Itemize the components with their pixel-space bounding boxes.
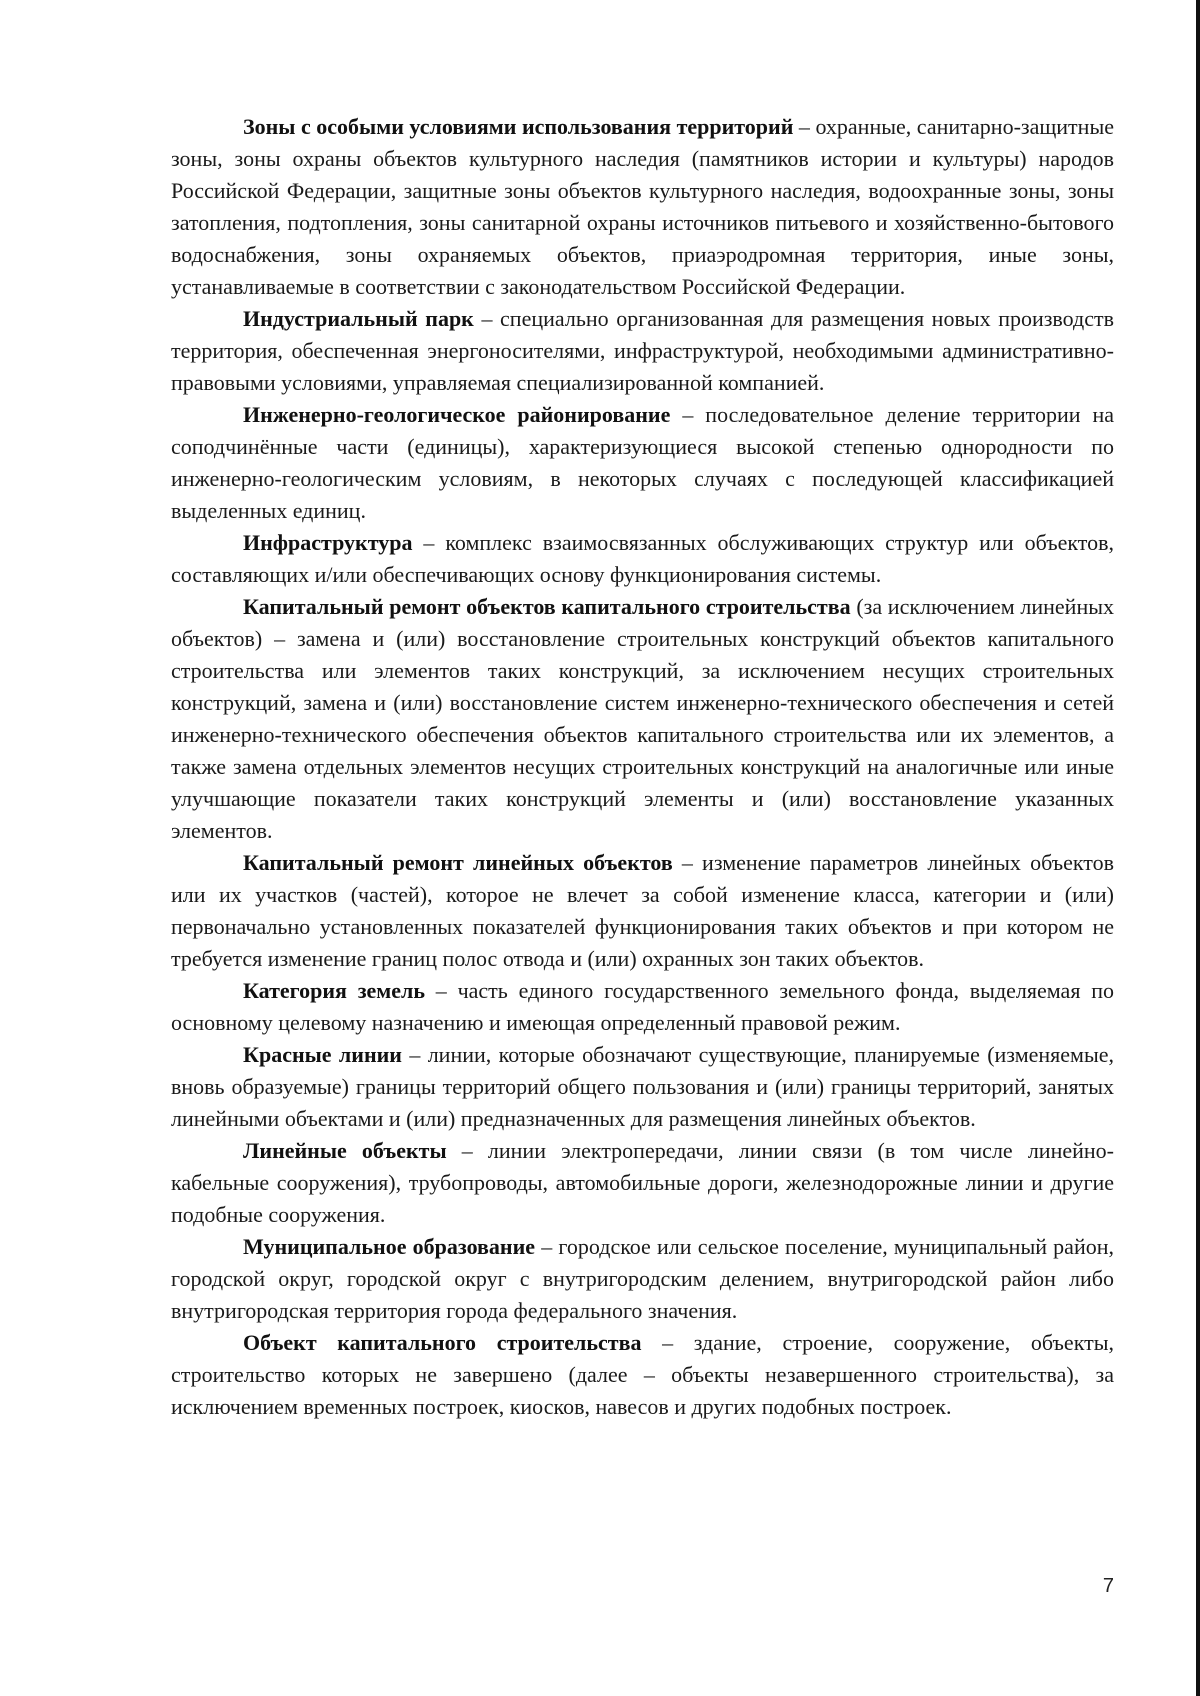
glossary-entry [171, 1039, 1114, 1135]
page-number: 7 [1102, 1575, 1114, 1597]
glossary-entry [171, 399, 1114, 527]
glossary-entry [171, 303, 1114, 399]
glossary-entry [171, 111, 1114, 303]
glossary-term: Капитальный ремонт линейных объектов [243, 850, 673, 875]
glossary-term: Капитальный ремонт объектов капитального строительства [243, 594, 851, 619]
glossary-definition: – часть единого государственного земельного фонда, выделяемая по основному целевому назначению и имеющая определенный правовой режим. [171, 978, 1114, 1035]
glossary-definition: – охранные, санитарно-защитные зоны, зоны охраны объектов культурного наследия (памятников истории и культуры) народов Российской Федерации, защитные зоны объектов культурного наследия, водоохранные зоны, зоны затопления, подтопления, зоны санитарной охраны источников питьевого и хозяйственно-бытового водоснабжения, зоны охраняемых объектов, приаэродромная территория, иные зоны, устанавливаемые в соответствии с законодательством Российской Федерации. [171, 114, 1114, 299]
glossary-definition: – линии, которые обозначают существующие, планируемые (изменяемые, вновь образуемые) границы территорий общего пользования и (или) границы территорий, занятых линейными объектами и (или) предназначенных для размещения линейных объектов. [171, 1042, 1115, 1131]
glossary-definition: – изменение параметров линейных объектов или их участков (частей), которое не влечет за собой изменение класса, категории и (или) первоначально установленных показателей функционирования таких объектов и при котором не требуется изменение границ полос отвода и (или) охранных зон таких объектов. [171, 850, 1114, 971]
page-edge-divider [1196, 0, 1200, 1696]
glossary-entry [171, 975, 1114, 1039]
glossary-definition: (за исключением линейных объектов) – замена и (или) восстановление строительных конструкций объектов капитального строительства или элементов таких конструкций, за исключением несущих строительных конструкций, замена и (или) восстановление систем инженерно-технического обеспечения и сетей инженерно-технического обеспечения объектов капитального строительства или их элементов, а также замена отдельных элементов несущих строительных конструкций на аналогичные или иные улучшающие показатели таких конструкций элементы и (или) восстановление указанных элементов. [171, 594, 1115, 843]
glossary-entry [171, 847, 1114, 975]
glossary-definition: – линии электропередачи, линии связи (в том числе линейно-кабельные сооружения), трубопроводы, автомобильные дороги, железнодорожные линии и другие подобные сооружения. [171, 1138, 1114, 1227]
glossary-definition: – специально организованная для размещения новых производств территория, обеспеченная энергоносителями, инфраструктурой, необходимыми административно-правовыми условиями, управляемая специализированной компанией. [171, 306, 1114, 395]
glossary-term: Категория земель [243, 978, 426, 1003]
glossary-term: Красные линии [243, 1042, 402, 1067]
glossary-term: Объект капитального строительства [243, 1330, 642, 1355]
glossary-term: Муниципальное образование [243, 1234, 536, 1259]
glossary-term: Зоны с особыми условиями использования территорий [243, 114, 794, 139]
glossary-entry [171, 1135, 1114, 1231]
glossary-entry [171, 591, 1114, 847]
glossary-content [171, 111, 1114, 1423]
glossary-term: Инфраструктура [243, 530, 413, 555]
glossary-entry [171, 527, 1114, 591]
glossary-term: Инженерно-геологическое районирование [243, 402, 671, 427]
glossary-definition: – последовательное деление территории на соподчинённые части (единицы), характеризующиеся высокой степенью однородности по инженерно-геологическим условиям, в некоторых случаях с последующей классификацией выделенных единиц. [171, 402, 1114, 523]
glossary-definition: – здание, строение, сооружение, объекты, строительство которых не завершено (далее – объекты незавершенного строительства), за исключением временных построек, киосков, навесов и других подобных построек. [171, 1330, 1114, 1419]
glossary-definition: – комплекс взаимосвязанных обслуживающих структур или объектов, составляющих и/или обеспечивающих основу функционирования системы. [171, 530, 1114, 587]
glossary-term: Линейные объекты [243, 1138, 447, 1163]
glossary-entry [171, 1231, 1114, 1327]
glossary-entry [171, 1327, 1114, 1423]
glossary-term: Индустриальный парк [243, 306, 474, 331]
glossary-definition: – городское или сельское поселение, муниципальный район, городской округ, городской округ с внутригородским делением, внутригородской район либо внутригородская территория города федерального значения. [171, 1234, 1114, 1323]
